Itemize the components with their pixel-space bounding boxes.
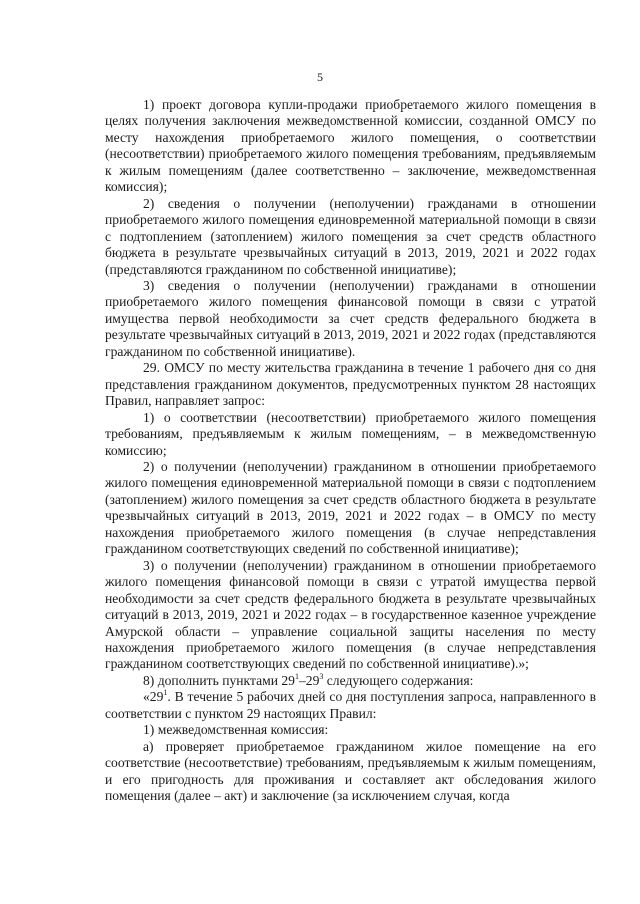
page-number: 5: [317, 70, 323, 84]
paragraph: 3) о получении (неполучении) гражданином в отношении приобретаемого жилого помещения финансовой помощи в связи с утратой имущества первой необходимости за счет средств федерального бюджета в результате чрезвычайных ситуаций в 2013, 2019, 2021 и 2022 годах – в государственное казенное учреждение Амурской области – управление социальной защиты населения по месту нахождения приобретаемого жилого помещения (в случае непредставления гражданином соответствующих сведений по собственной инициативе).»;: [105, 557, 596, 672]
paragraph-item-8: [105, 673, 596, 689]
document-body: [105, 97, 596, 804]
paragraph: 3) сведения о получении (неполучении) гражданами в отношении приобретаемого жилого помещения финансовой помощи в связи с утратой имущества первой необходимости за счет средств федерального бюджета в результате чрезвычайных ситуаций в 2013, 2019, 2021 и 2022 годах (представляются гражданином по собственной инициативе).: [105, 277, 596, 359]
paragraph: 29. ОМСУ по месту жительства гражданина в течение 1 рабочего дня со дня представления гражданином документов, предусмотренных пунктом 28 настоящих Правил, направляет запрос:: [105, 360, 596, 409]
text-fragment: –29: [298, 672, 320, 688]
paragraph: 2) сведения о получении (неполучении) гражданами в отношении приобретаемого жилого помещения единовременной материальной помощи в связи с подтоплением (затоплением) жилого помещения за счет средств областного бюджета в результате чрезвычайных ситуаций в 2013, 2019, 2021 и 2022 годах (представляются гражданином по собственной инициативе);: [105, 195, 596, 277]
paragraph: 1) межведомственная комиссия:: [143, 722, 329, 738]
paragraph: а) проверяет приобретаемое гражданином жилое помещение на его соответствие (несоответствие) требованиям, предъявляемым к жилым помещениям, и его пригодность для проживания и составляет акт обследования жилого помещения (далее – акт) и заключение (за исключением случая, когда: [105, 738, 596, 804]
text-fragment: . В течение 5 рабочих дней со дня поступления запроса, направленного в соответствии с пунктом 29 настоящих Правил:: [105, 689, 596, 721]
text-fragment: «29: [143, 689, 164, 705]
paragraph: 1) о соответствии (несоответствии) приобретаемого жилого помещения требованиям, предъявляемым к жилым помещениям, – в межведомственную комиссию;: [105, 409, 596, 458]
text-fragment: 8) дополнить пунктами 29: [143, 672, 295, 688]
text-fragment: следующего содержания:: [323, 672, 474, 688]
paragraph-item-29-1: [105, 689, 596, 722]
superscript: 3: [319, 671, 324, 681]
superscript: 1: [163, 688, 168, 698]
paragraph: 1) проект договора купли-продажи приобретаемого жилого помещения в целях получения заключения межведомственной комиссии, созданной ОМСУ по месту нахождения приобретаемого жилого помещения, о соответствии (несоответствии) приобретаемого жилого помещения требованиям, предъявляемым к жилым помещениям (далее соответственно – заключение, межведомственная комиссия);: [105, 97, 596, 195]
paragraph: 2) о получении (неполучении) гражданином в отношении приобретаемого жилого помещения единовременной материальной помощи в связи с подтоплением (затоплением) жилого помещения за счет средств областного бюджета в результате чрезвычайных ситуаций в 2013, 2019, 2021 и 2022 годах – в ОМСУ по месту нахождения приобретаемого жилого помещения (в случае непредставления гражданином соответствующих сведений по собственной инициативе);: [105, 458, 596, 557]
superscript: 1: [294, 671, 299, 681]
